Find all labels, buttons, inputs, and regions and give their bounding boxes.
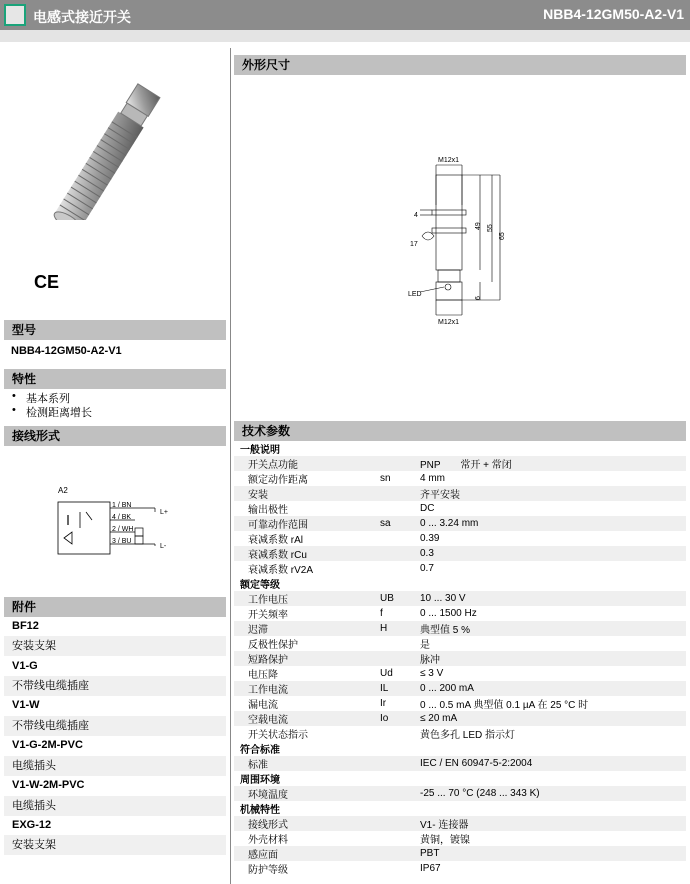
thread-top-label: M12x1 bbox=[438, 157, 460, 164]
dimension-drawing bbox=[400, 150, 530, 330]
tech-label: 环境温度 bbox=[234, 786, 374, 801]
tech-label: 短路保护 bbox=[234, 651, 374, 666]
wiring-type-label: A2 bbox=[58, 486, 68, 495]
tech-symbol: f bbox=[380, 608, 383, 619]
tech-group: 额定等级 bbox=[240, 580, 280, 591]
accessory-name: V1-W-2M-PVC bbox=[12, 779, 85, 791]
accessory-desc: 安装支架 bbox=[4, 636, 226, 656]
brand-logo bbox=[4, 4, 26, 26]
accessory-name: V1-W bbox=[12, 699, 40, 711]
dim-17-label: 17 bbox=[410, 241, 418, 248]
tech-symbol bbox=[374, 726, 414, 741]
accessory-desc: 电缆插头 bbox=[4, 796, 226, 816]
tech-value: IP67 bbox=[420, 863, 441, 874]
tech-value: ≤ 3 V bbox=[420, 668, 444, 679]
tech-value: 10 ... 30 V bbox=[414, 591, 686, 606]
tech-symbol bbox=[374, 636, 414, 651]
tech-group: 一般说明 bbox=[240, 445, 280, 456]
tech-label: 安装 bbox=[234, 486, 374, 501]
wiring-diagram bbox=[50, 480, 190, 560]
tech-value: DC bbox=[420, 503, 435, 514]
tech-label: 开关点功能 bbox=[234, 456, 374, 471]
dim-55-label: 55 bbox=[487, 224, 494, 232]
tech-label: 开关频率 bbox=[248, 610, 288, 621]
tech-symbol bbox=[374, 501, 414, 516]
model-value: NBB4-12GM50-A2-V1 bbox=[11, 345, 122, 357]
wiring-section-header: 接线形式 bbox=[4, 426, 226, 446]
tech-value: PBT bbox=[414, 846, 686, 861]
tech-symbol bbox=[374, 816, 414, 831]
tech-symbol bbox=[374, 831, 414, 846]
model-title: NBB4-12GM50-A2-V1 bbox=[543, 6, 684, 22]
tech-symbol: UB bbox=[374, 591, 414, 606]
tech-symbol: sa bbox=[374, 516, 414, 531]
tech-label: 输出极性 bbox=[248, 505, 288, 516]
tech-symbol: H bbox=[374, 621, 414, 636]
tech-value: 典型值 5 % bbox=[414, 621, 686, 636]
tech-symbol bbox=[374, 846, 414, 861]
tech-symbol bbox=[374, 786, 414, 801]
feature-item: • 检测距离增长 bbox=[12, 404, 92, 420]
tech-symbol bbox=[374, 861, 414, 876]
dimensions-section-header: 外形尺寸 bbox=[234, 55, 686, 75]
tech-label: 衰减系数 rV2A bbox=[248, 565, 314, 576]
tech-symbol bbox=[374, 486, 414, 501]
tech-value: -25 ... 70 °C (248 ... 343 K) bbox=[414, 786, 686, 801]
tech-label: 额定动作距离 bbox=[248, 475, 308, 486]
tech-section-header: 技术参数 bbox=[234, 421, 686, 441]
tech-value: 0 ... 1500 Hz bbox=[420, 608, 477, 619]
dim-6-label: 6 bbox=[475, 296, 482, 300]
tech-label: 漏电流 bbox=[248, 700, 278, 711]
tech-group: 符合标准 bbox=[240, 745, 280, 756]
ce-mark: CE bbox=[34, 272, 60, 292]
tech-symbol bbox=[374, 456, 414, 471]
sub-bar bbox=[0, 30, 690, 42]
tech-label: 反极性保护 bbox=[248, 640, 298, 651]
accessory-desc: 电缆插头 bbox=[4, 756, 226, 776]
feature-item: • 基本系列 bbox=[12, 390, 70, 406]
tech-group: 机械特性 bbox=[240, 805, 280, 816]
tech-symbol bbox=[374, 651, 414, 666]
dim-65-label: 65 bbox=[499, 232, 506, 240]
tech-symbol: IL bbox=[374, 681, 414, 696]
tech-value: 0.7 bbox=[420, 563, 434, 574]
tech-symbol: Io bbox=[374, 711, 414, 726]
accessory-name: V1-G bbox=[12, 660, 38, 672]
accessories-section-header: 附件 bbox=[4, 597, 226, 617]
tech-value: 4 mm bbox=[420, 473, 445, 484]
tech-label: 电压降 bbox=[248, 670, 278, 681]
tech-value: IEC / EN 60947-5-2:2004 bbox=[414, 756, 686, 771]
pin-label: 2 / WH bbox=[112, 526, 134, 533]
tech-group: 周围环境 bbox=[240, 775, 280, 786]
tech-value: 0 ... 0.5 mA 典型值 0.1 µA 在 25 °C 时 bbox=[420, 700, 589, 711]
tech-symbol: Ir bbox=[380, 698, 387, 709]
title-bar bbox=[0, 0, 690, 30]
minus-label: L- bbox=[160, 543, 167, 550]
tech-label: 防护等级 bbox=[248, 865, 288, 876]
tech-symbol bbox=[374, 756, 414, 771]
tech-value: 0 ... 200 mA bbox=[414, 681, 686, 696]
led-label: LED bbox=[408, 291, 422, 298]
accessory-name: V1-G-2M-PVC bbox=[12, 739, 83, 751]
plus-label: L+ bbox=[160, 509, 168, 516]
tech-value: 齐平安装 bbox=[414, 486, 686, 501]
tech-symbol bbox=[374, 561, 414, 576]
tech-label: 标准 bbox=[234, 756, 374, 771]
tech-value: 0.39 bbox=[420, 533, 440, 544]
dim-4-label: 4 bbox=[414, 212, 418, 219]
tech-symbol: sn bbox=[380, 473, 391, 484]
tech-value: 黄铜，镀镍 bbox=[420, 835, 470, 846]
tech-label: 迟滞 bbox=[234, 621, 374, 636]
tech-label: 衰减系数 rAl bbox=[248, 535, 303, 546]
tech-value: V1- 连接器 bbox=[414, 816, 686, 831]
tech-label: 空载电流 bbox=[234, 711, 374, 726]
accessory-desc: 不带线电缆插座 bbox=[4, 676, 226, 696]
accessory-desc: 安装支架 bbox=[4, 835, 226, 855]
thread-bottom-label: M12x1 bbox=[438, 319, 460, 326]
page-title: 电感式接近开关 bbox=[33, 9, 131, 25]
tech-value: PNP 常开 + 常闭 bbox=[414, 456, 686, 471]
tech-symbol: Ud bbox=[380, 668, 393, 679]
tech-value: ≤ 20 mA bbox=[414, 711, 686, 726]
tech-value: 脉冲 bbox=[414, 651, 686, 666]
tech-value: 黄色多孔 LED 指示灯 bbox=[420, 730, 516, 741]
tech-value: 是 bbox=[420, 640, 430, 651]
pin-label: 4 / BK bbox=[112, 514, 132, 521]
tech-symbol bbox=[374, 531, 414, 546]
pin-label: 3 / BU bbox=[112, 538, 132, 545]
tech-label: 衰减系数 rCu bbox=[234, 546, 374, 561]
dim-49-label: 49 bbox=[475, 222, 482, 230]
column-divider bbox=[230, 48, 231, 884]
tech-label: 接线形式 bbox=[234, 816, 374, 831]
features-section-header: 特性 bbox=[4, 369, 226, 389]
tech-label: 外壳材料 bbox=[248, 835, 288, 846]
tech-label: 开关状态指示 bbox=[248, 730, 308, 741]
tech-label: 可靠动作范围 bbox=[234, 516, 374, 531]
tech-spec-table bbox=[234, 441, 686, 876]
tech-value: 0 ... 3.24 mm bbox=[414, 516, 686, 531]
accessory-name: EXG-12 bbox=[12, 819, 52, 831]
tech-label: 工作电压 bbox=[234, 591, 374, 606]
tech-value: 0.3 bbox=[414, 546, 686, 561]
model-section-header: 型号 bbox=[4, 320, 226, 340]
product-image bbox=[30, 70, 200, 220]
pin-label: 1 / BN bbox=[112, 502, 132, 509]
tech-label: 工作电流 bbox=[234, 681, 374, 696]
tech-symbol bbox=[374, 546, 414, 561]
accessory-name: BF12 bbox=[12, 620, 39, 632]
accessory-desc: 不带线电缆插座 bbox=[4, 716, 226, 736]
tech-label: 感应面 bbox=[234, 846, 374, 861]
